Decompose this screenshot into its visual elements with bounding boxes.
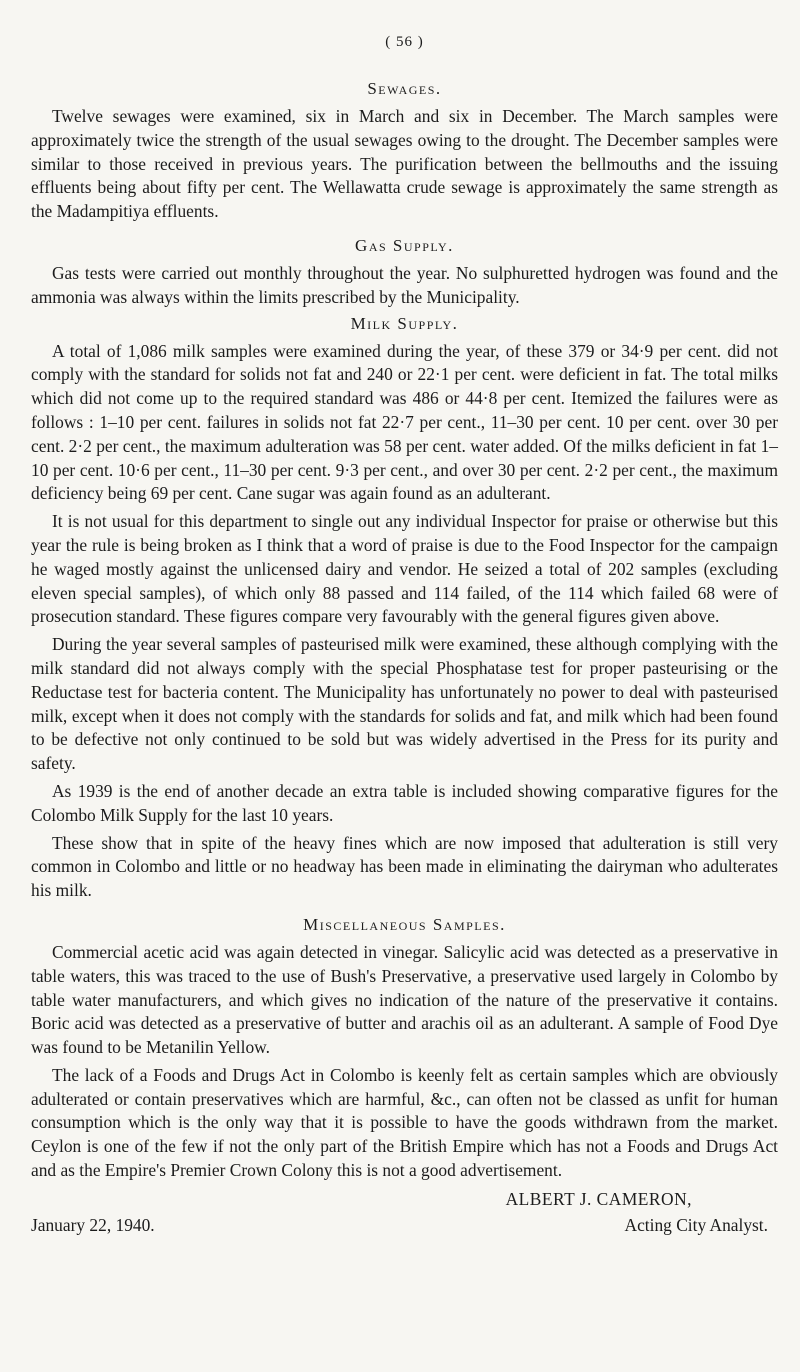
paragraph: The lack of a Foods and Drugs Act in Colombo is keenly felt as certain samples which are obviously adulterated or contain preservatives which are harmful, &c., can often not be classed as unfit for human consumption which is the only way that it is possible to have the goods withdrawn from the market. Ceylon is one of the few if not the only part of the British Empire which has not a Foods and Drugs Act and as the Empire's Premier Crown Colony this is not a good advertisement. [31,1064,778,1181]
signature-date: January 22, 1940. [31,1214,155,1235]
section-miscellaneous-samples [31,915,778,1183]
section-gas-supply [31,236,778,310]
paragraph: These show that in spite of the heavy fines which are now imposed that adulteration is still very common in Colombo and little or no headway has been made in eliminating the dairyman who adulterates his milk. [31,832,778,901]
paragraph: During the year several samples of pasteurised milk were examined, these although complying with the milk standard did not always comply with the special Phosphatase test for proper pasteurising or the Reductase test for bacteria content. The Municipality has unfortunately no power to deal with pasteurised milk, except when it does not comply with the standards for solids and fat, and milk which had been found to be defective not only continued to be sold but was widely advertised in the Press for its purity and safety. [31,634,778,774]
section-sewages [31,79,778,224]
section-heading: Milk Supply. [350,313,459,333]
paragraph: Gas tests were carried out monthly throughout the year. No sulphuretted hydrogen was found and the ammonia was always within the limits prescribed by the Municipality. [31,262,778,307]
section-heading: Gas Supply. [355,235,454,255]
section-milk-supply [31,314,778,903]
paragraph: A total of 1,086 milk samples were examined during the year, of these 379 or 34·9 per cent. did not comply with the standard for solids not fat and 240 or 22·1 per cent. were deficient in fat. The total milks which did not come up to the required standard was 486 or 44·8 per cent. Itemized the failures were as follows : 1–10 per cent. failures in solids not fat 22·7 per cent., 11–30 per cent. 10 per cent. over 30 per cent. 2·2 per cent., the maximum adulteration was 58 per cent. water added. Of the milks deficient in fat 1–10 per cent. 10·6 per cent., 11–30 per cent. 9·3 per cent., and over 30 per cent. 2·2 per cent., the maximum deficiency being 69 per cent. Cane sugar was again found as an adulterant. [31,340,778,504]
section-heading: Sewages. [367,79,442,98]
paragraph: It is not usual for this department to single out any individual Inspector for praise or otherwise but this year the rule is being broken as I think that a word of praise is due to the Food Inspector for the campaign he waged mostly against the unlicensed dairy and vendor. He seized a total of 202 samples (excluding eleven special samples), of which only 88 passed and 114 failed, of the 114 which failed 68 were of prosecution standard. These figures compare very favourably with the general figures given above. [31,511,778,627]
section-heading: Miscellaneous Samples. [303,914,506,934]
page-number: ( 56 ) [385,34,424,50]
paragraph: As 1939 is the end of another decade an extra table is included showing comparative figures for the Colombo Milk Supply for the last 10 years. [31,780,778,825]
signatory-title: Acting City Analyst. [624,1214,768,1235]
signatory-name: ALBERT J. CAMERON, [505,1188,692,1209]
paragraph: Twelve sewages were examined, six in March and six in December. The March samples were approximately twice the strength of the usual sewages owing to the drought. The December samples were similar to those received in previous years. The purification between the bellmouths and the issuing effluents being about fifty per cent. The Wellawatta crude sewage is approximately the same strength as the Madampitiya effluents. [31,106,778,222]
signature-block [31,1187,778,1243]
paragraph: Commercial acetic acid was again detected in vinegar. Salicylic acid was detected as a preservative in table waters, this was traced to the use of Bush's Preservative, a preservative used largely in Colombo by table water manufacturers, and which gives no indication of the nature of the preservative it contains. Boric acid was detected as a preservative of butter and arachis oil as an adulterant. A sample of Food Dye was found to be Metanilin Yellow. [31,941,778,1058]
